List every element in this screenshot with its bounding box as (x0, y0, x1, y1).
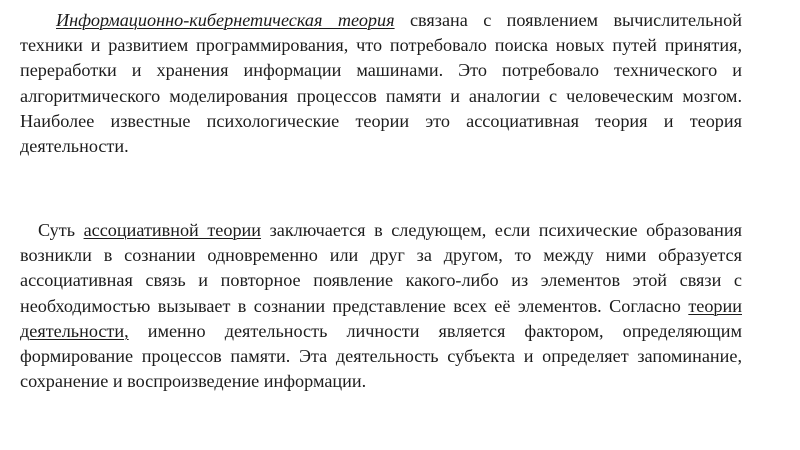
term-cybernetic-theory: Информационно-кибернетическая теория (56, 10, 395, 30)
paragraph-text: связана с появлением вычислительной техники и развитием программирования, что потребовало поиска новых путей принятия, переработки и хранения информации машинами. Это потребовало технического и алгоритмического моделирования процессов памяти и аналогии с человеческим мозгом. Наиболее известные психологические теории это ассоциативная теория и теория деятельности. (20, 10, 742, 157)
term-activity-theory: теории деятельности, (20, 295, 742, 341)
paragraph-lead: Суть (38, 220, 84, 240)
paragraph-cybernetic-theory (20, 8, 742, 159)
paragraph-text-end: именно деятельность личности является фактором, определяющим формирование процессов памяти. Эта деятельность субъекта и определяет запоминание, сохранение и воспроизведение информации. (20, 320, 742, 392)
paragraph-text: заключается в следующем, если психические образования возникли в сознании одновременно или друг за другом, то между ними образуется ассоциативная связь и повторное появление какого-либо из элементов этой связи с необходимостью вызывает в сознании представление всех её элементов. Согласно (20, 220, 743, 316)
term-associative-theory: ассоциативной теории (83, 220, 262, 240)
paragraph-associative-theory (20, 218, 742, 394)
